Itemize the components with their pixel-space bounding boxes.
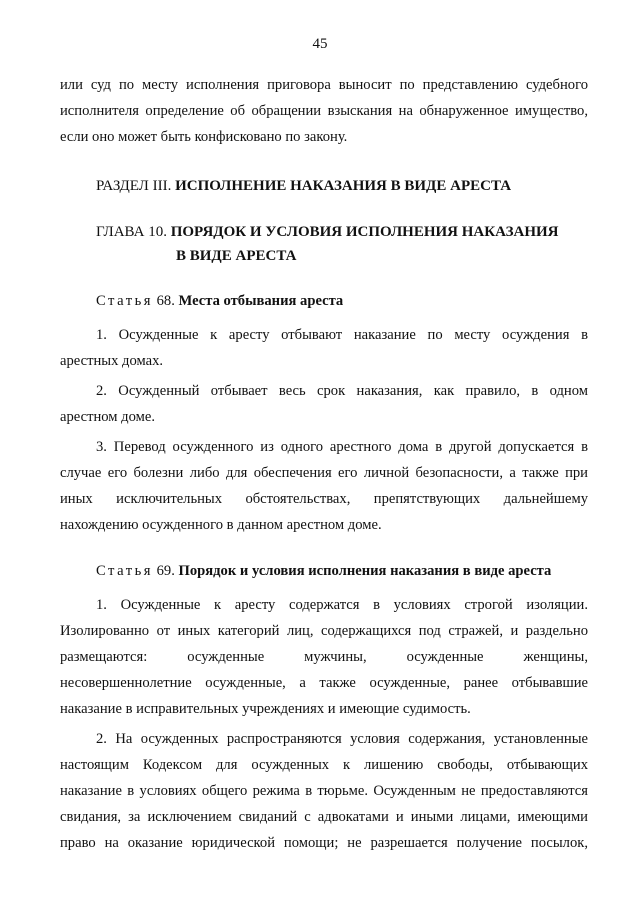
paragraph-line: 3. Перевод осужденного из одного арестного дома в другой допускается в [96, 439, 588, 455]
article-68-paragraph-1 [60, 322, 588, 374]
paragraph-line: случае его болезни либо для обеспечения его личной безопасности, а также при [60, 465, 588, 481]
paragraph-line: Изолированно от иных категорий лиц, содержащихся под стражей, и раздельно [60, 623, 588, 639]
paragraph-line: 2. Осужденный отбывает весь срок наказания, как правило, в одном [96, 383, 588, 399]
paragraph-line: 2. На осужденных распространяются условия содержания, установленные [96, 731, 588, 747]
article-title: Места отбывания ареста [178, 293, 344, 309]
article-68-paragraph-2 [60, 378, 588, 430]
chapter-heading [60, 220, 588, 244]
paragraph-line: несовершеннолетние осужденные, а также осужденные, ранее отбывавшие [60, 675, 588, 691]
paragraph-line: наказание в исправительных учреждениях и имеющие судимость. [60, 701, 471, 717]
article-68-heading [60, 288, 588, 314]
paragraph-line: свидания, за исключением свиданий с адвокатами и иными лицами, имеющими [60, 809, 588, 825]
article-title: Порядок и условия исполнения наказания в виде ареста [178, 563, 552, 579]
paragraph-line: иных исключительных обстоятельствах, препятствующих дальнейшему [60, 491, 588, 507]
intro-line: если оно может быть конфисковано по закону. [60, 129, 348, 145]
paragraph-line: арестном доме. [60, 409, 155, 425]
paragraph-line: настоящим Кодексом для осужденных к лишению свободы, отбывающих [60, 757, 588, 773]
paragraph-line: 1. Осужденные к аресту отбывают наказание по месту осуждения в [96, 327, 588, 343]
article-number: 68. [156, 293, 175, 309]
article-69-paragraph-1 [60, 592, 588, 722]
page-number: 45 [312, 36, 328, 52]
section-heading [60, 174, 588, 198]
article-68-paragraph-3 [60, 434, 588, 538]
intro-line: или суд по месту исполнения приговора выносит по представлению судебного [60, 77, 588, 93]
article-69-heading [60, 558, 588, 584]
article-69-paragraph-2 [60, 726, 588, 856]
article-label: Статья [96, 563, 153, 579]
chapter-title-line1: ПОРЯДОК И УСЛОВИЯ ИСПОЛНЕНИЯ НАКАЗАНИЯ [170, 224, 559, 240]
intro-line: исполнителя определение об обращении взыскания на обнаруженное имущество, [60, 103, 588, 119]
article-number: 69. [156, 563, 175, 579]
chapter-prefix: ГЛАВА 10. [96, 224, 167, 240]
paragraph-line: наказание в условиях общего режима в тюрьме. Осужденным не предоставляются [60, 783, 588, 799]
document-body [60, 72, 588, 856]
paragraph-line: право на оказание юридической помощи; не разрешается получение посылок, [60, 835, 588, 851]
chapter-title-line2: В ВИДЕ АРЕСТА [176, 248, 297, 264]
paragraph-line: арестных домах. [60, 353, 164, 369]
article-label: Статья [96, 293, 153, 309]
paragraph-line: размещаются: осужденные мужчины, осужденные женщины, [60, 649, 588, 665]
paragraph-line: 1. Осужденные к аресту содержатся в условиях строгой изоляции. [96, 597, 588, 613]
section-prefix: РАЗДЕЛ III. [96, 178, 172, 194]
section-title: ИСПОЛНЕНИЕ НАКАЗАНИЯ В ВИДЕ АРЕСТА [175, 178, 512, 194]
paragraph-line: нахождению осужденного в данном арестном доме. [60, 517, 382, 533]
